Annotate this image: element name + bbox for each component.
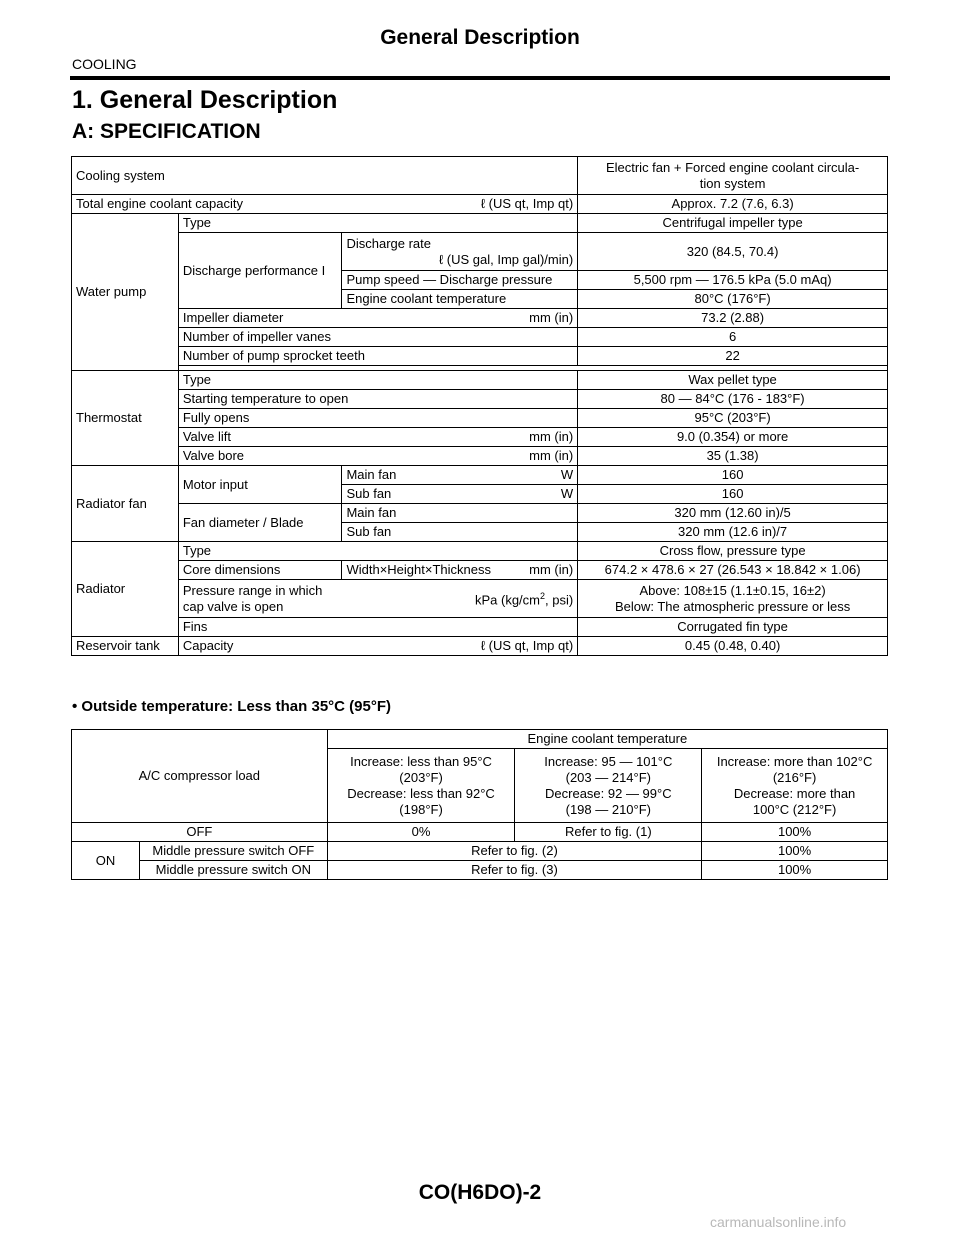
cell-value: 100% <box>702 823 888 842</box>
cell-value: 35 (1.38) <box>578 447 888 466</box>
header-temp-low: Increase: less than 95°C (203°F) Decrease: less than 92°C (198°F) <box>327 749 515 823</box>
page-header-title: General Description <box>380 26 580 49</box>
table-row <box>72 390 888 409</box>
subgroup-label: Motor input <box>178 466 342 504</box>
table-row <box>72 561 888 580</box>
unit-sup: 2 <box>540 591 546 602</box>
cell-value: 160 <box>578 485 888 504</box>
cell-value: Electric fan + Forced engine coolant circula- tion system <box>578 157 888 195</box>
cell-value: 0% <box>327 823 515 842</box>
label-text: Sub fan <box>346 486 392 501</box>
unit-text: mm (in) <box>529 562 574 577</box>
table-row <box>72 157 888 195</box>
cell-value: Above: 108±15 (1.1±0.15, 16±2) Below: The atmospheric pressure or less <box>578 580 888 618</box>
unit-text: W <box>560 467 574 482</box>
subgroup-label: Discharge performance I <box>178 233 342 309</box>
heading-general-description: 1. General Description <box>72 86 338 114</box>
table-row <box>72 823 888 842</box>
cell-value: 73.2 (2.88) <box>578 309 888 328</box>
cell-label: Cooling system <box>72 157 578 195</box>
unit-text: W <box>560 486 574 501</box>
table-row <box>72 409 888 428</box>
unit-text: mm (in) <box>529 429 574 444</box>
cell-label: Fully opens <box>178 409 577 428</box>
section-name: COOLING <box>72 56 137 72</box>
table-row <box>72 618 888 637</box>
cell-value: 5,500 rpm — 176.5 kPa (5.0 mAq) <box>578 271 888 290</box>
cell-value: 100% <box>702 861 888 880</box>
cell-value: Refer to fig. (1) <box>515 823 702 842</box>
header-coolant-temp: Engine coolant temperature <box>327 730 887 749</box>
cell-value: 6 <box>578 328 888 347</box>
header-ac-load: A/C compressor load <box>72 730 328 823</box>
cell-label <box>178 580 577 618</box>
cell-value: 80 — 84°C (176 - 183°F) <box>578 390 888 409</box>
table-row <box>72 466 888 485</box>
cell-value: Refer to fig. (2) <box>327 842 702 861</box>
cell-label: Type <box>178 542 577 561</box>
table-row <box>72 309 888 328</box>
unit-text <box>475 588 573 608</box>
unit-text: ℓ (US qt, Imp qt) <box>480 638 574 653</box>
cell-value: 674.2 × 478.6 × 27 (26.543 × 18.842 × 1.06) <box>578 561 888 580</box>
cell-label <box>342 233 578 271</box>
cell-label <box>342 466 578 485</box>
cell-value: Cross flow, pressure type <box>578 542 888 561</box>
cell-label <box>178 447 577 466</box>
cell-value: Centrifugal impeller type <box>578 214 888 233</box>
cell-label: Fins <box>178 618 577 637</box>
header-temp-high: Increase: more than 102°C (216°F) Decrease: more than 100°C (212°F) <box>702 749 888 823</box>
cell-value: 320 mm (12.6 in)/7 <box>578 523 888 542</box>
group-label-radiator-fan: Radiator fan <box>72 466 179 542</box>
cell-value: Corrugated fin type <box>578 618 888 637</box>
cell-label: Main fan <box>342 504 578 523</box>
group-label-radiator: Radiator <box>72 542 179 637</box>
cell-label: Core dimensions <box>178 561 342 580</box>
group-label-water-pump: Water pump <box>72 214 179 371</box>
cell-label <box>178 637 577 656</box>
table-row <box>72 428 888 447</box>
heading-specification: A: SPECIFICATION <box>72 120 261 143</box>
label-text: Main fan <box>346 467 397 482</box>
cell-value: 80°C (176°F) <box>578 290 888 309</box>
label-text: Discharge rate <box>346 235 432 251</box>
cell-value: 0.45 (0.48, 0.40) <box>578 637 888 656</box>
unit-post: , psi) <box>545 592 574 608</box>
header-rule <box>70 76 890 80</box>
unit-text: mm (in) <box>529 310 574 325</box>
cell-label <box>178 309 577 328</box>
table-row <box>72 730 888 749</box>
cell-value: 9.0 (0.354) or more <box>578 428 888 447</box>
cell-value: Approx. 7.2 (7.6, 6.3) <box>578 195 888 214</box>
cell-value: 160 <box>578 466 888 485</box>
cell-label: Pump speed — Discharge pressure <box>342 271 578 290</box>
group-label-thermostat: Thermostat <box>72 371 179 466</box>
label-text: Valve lift <box>182 429 232 444</box>
table-row <box>72 447 888 466</box>
table-row <box>72 371 888 390</box>
cell-label: Type <box>178 371 577 390</box>
table-row <box>72 842 888 861</box>
row-label-mp-on: Middle pressure switch ON <box>139 861 327 880</box>
cell-label: Number of impeller vanes <box>178 328 577 347</box>
cell-value: 320 (84.5, 70.4) <box>578 233 888 271</box>
table-row <box>72 328 888 347</box>
label-text: Valve bore <box>182 448 245 463</box>
ac-compressor-table <box>71 729 888 880</box>
cell-label: Starting temperature to open <box>178 390 577 409</box>
label-text: Capacity <box>182 638 234 653</box>
row-label-mp-off: Middle pressure switch OFF <box>139 842 327 861</box>
label-text: Width×Height×Thickness <box>346 562 491 577</box>
cell-label <box>342 561 578 580</box>
table-row <box>72 504 888 523</box>
subgroup-label: Fan diameter / Blade <box>178 504 342 542</box>
cell-value: 22 <box>578 347 888 366</box>
label-text: Impeller diameter <box>182 310 284 325</box>
outside-temperature-note: • Outside temperature: Less than 35°C (95°F) <box>72 698 391 715</box>
unit-pre: kPa (kg/cm <box>474 592 540 608</box>
cell-label: Engine coolant temperature <box>342 290 578 309</box>
label-text: Pressure range in which cap valve is open <box>182 582 323 614</box>
header-temp-mid: Increase: 95 — 101°C (203 — 214°F) Decrease: 92 — 99°C (198 — 210°F) <box>515 749 702 823</box>
cell-label <box>342 485 578 504</box>
unit-text: ℓ (US qt, Imp qt) <box>480 196 574 211</box>
label-text: Total engine coolant capacity <box>76 196 243 211</box>
table-row <box>72 347 888 366</box>
table-row <box>72 214 888 233</box>
table-row <box>72 195 888 214</box>
cell-value: 100% <box>702 842 888 861</box>
table-row <box>72 861 888 880</box>
cell-value: 95°C (203°F) <box>578 409 888 428</box>
specification-table <box>71 156 888 656</box>
table-row <box>72 637 888 656</box>
unit-text: mm (in) <box>529 448 574 463</box>
unit-text: ℓ (US gal, Imp gal)/min) <box>438 251 574 267</box>
row-label-on: ON <box>72 842 140 880</box>
row-label-off: OFF <box>72 823 328 842</box>
cell-label <box>178 428 577 447</box>
table-row <box>72 233 888 271</box>
cell-label: Type <box>178 214 577 233</box>
cell-label: Number of pump sprocket teeth <box>178 347 577 366</box>
table-row <box>72 580 888 618</box>
page-number: CO(H6DO)-2 <box>418 1181 542 1204</box>
table-row <box>72 542 888 561</box>
cell-value: Refer to fig. (3) <box>327 861 702 880</box>
cell-label <box>72 195 578 214</box>
watermark: carmanualsonline.info <box>710 1214 847 1230</box>
group-label-reservoir: Reservoir tank <box>72 637 179 656</box>
cell-label: Sub fan <box>342 523 578 542</box>
cell-value: Wax pellet type <box>578 371 888 390</box>
cell-value: 320 mm (12.60 in)/5 <box>578 504 888 523</box>
